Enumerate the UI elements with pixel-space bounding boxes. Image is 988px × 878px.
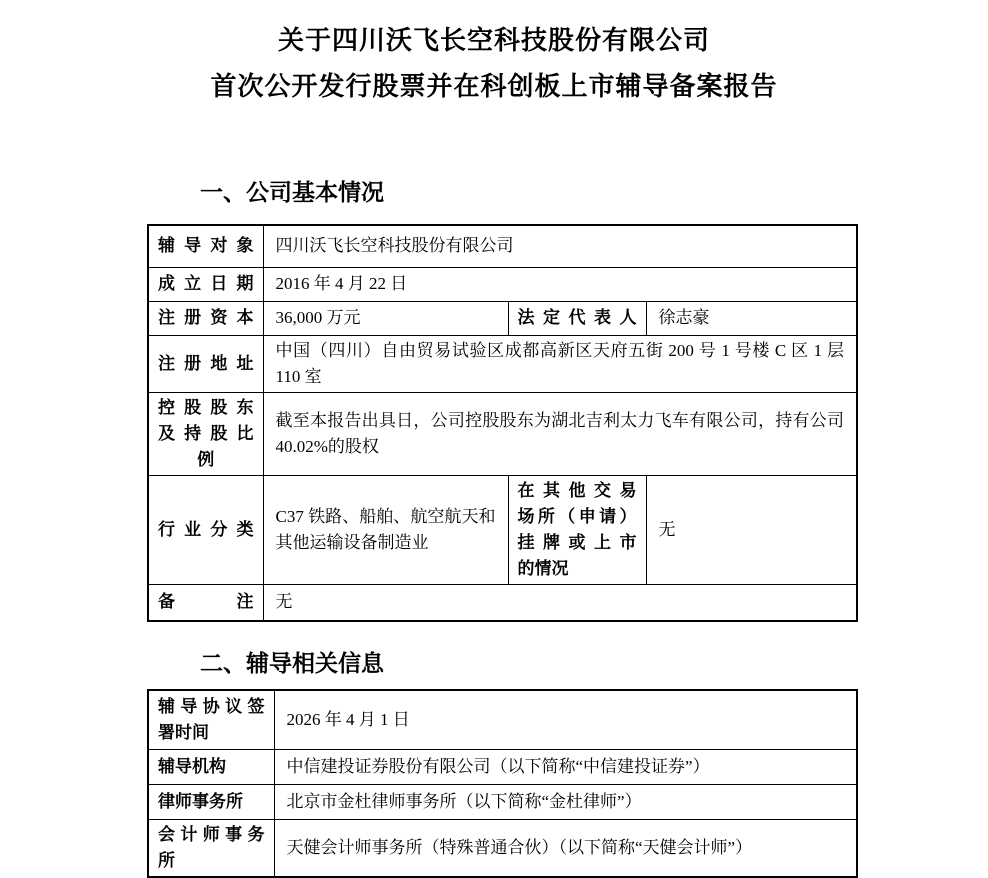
legal-representative-label: 法定代表人 xyxy=(508,301,646,335)
law-firm-value: 北京市金杜律师事务所（以下简称“金杜律师”） xyxy=(274,784,857,819)
remarks-value: 无 xyxy=(263,584,857,621)
row-industry-classification xyxy=(148,475,857,584)
law-firm-label: 律师事务所 xyxy=(148,784,274,819)
row-registered-capital xyxy=(148,301,857,335)
registered-address-label: 注册地址 xyxy=(148,335,263,392)
counseling-target-value: 四川沃飞长空科技股份有限公司 xyxy=(263,225,857,267)
document-title xyxy=(0,17,988,109)
remarks-label: 备注 xyxy=(148,584,263,621)
company-basic-info-table xyxy=(147,224,858,622)
registered-capital-value: 36,000 万元 xyxy=(263,301,508,335)
accounting-firm-value: 天健会计师事务所（特殊普通合伙）（以下简称“天健会计师”） xyxy=(274,819,857,877)
row-counseling-target xyxy=(148,225,857,267)
row-registered-address xyxy=(148,335,857,392)
legal-representative-value: 徐志豪 xyxy=(646,301,857,335)
controlling-shareholder-label: 控股股东 及持股比 例 xyxy=(148,392,263,475)
controlling-shareholder-value: 截至本报告出具日，公司控股股东为湖北吉利太力飞车有限公司，持有公司 40.02%的股权 xyxy=(263,392,857,475)
agreement-signing-date-value: 2026 年 4 月 1 日 xyxy=(274,690,857,749)
row-accounting-firm xyxy=(148,819,857,877)
row-agreement-signing-date xyxy=(148,690,857,749)
row-remarks xyxy=(148,584,857,621)
accounting-firm-label: 会计师事务 所 xyxy=(148,819,274,877)
industry-classification-value: C37 铁路、船舶、航空航天和其他运输设备制造业 xyxy=(263,475,508,584)
agreement-signing-date-label: 辅导协议签 署时间 xyxy=(148,690,274,749)
row-counseling-institution xyxy=(148,749,857,784)
other-trading-venues-value: 无 xyxy=(646,475,857,584)
row-law-firm xyxy=(148,784,857,819)
section-1-heading: 一、公司基本情况 xyxy=(200,179,384,205)
document-title-line-1: 关于四川沃飞长空科技股份有限公司 xyxy=(277,25,710,55)
counseling-institution-value: 中信建投证券股份有限公司（以下简称“中信建投证券”） xyxy=(274,749,857,784)
counseling-institution-label: 辅导机构 xyxy=(148,749,274,784)
row-establishment-date xyxy=(148,267,857,301)
document-title-line-2: 首次公开发行股票并在科创板上市辅导备案报告 xyxy=(210,71,778,101)
industry-classification-label: 行业分类 xyxy=(148,475,263,584)
establishment-date-value: 2016 年 4 月 22 日 xyxy=(263,267,857,301)
registered-capital-label: 注册资本 xyxy=(148,301,263,335)
row-controlling-shareholder xyxy=(148,392,857,475)
registered-address-value: 中国（四川）自由贸易试验区成都高新区天府五街 200 号 1 号楼 C 区 1 层 110 室 xyxy=(263,335,857,392)
counseling-info-table xyxy=(147,689,858,878)
section-2-heading: 二、辅导相关信息 xyxy=(200,650,384,676)
report-page xyxy=(0,17,988,878)
other-trading-venues-label: 在其他交易 场所（申请） 挂牌或上市 的情况 xyxy=(508,475,646,584)
counseling-target-label: 辅导对象 xyxy=(148,225,263,267)
establishment-date-label: 成立日期 xyxy=(148,267,263,301)
